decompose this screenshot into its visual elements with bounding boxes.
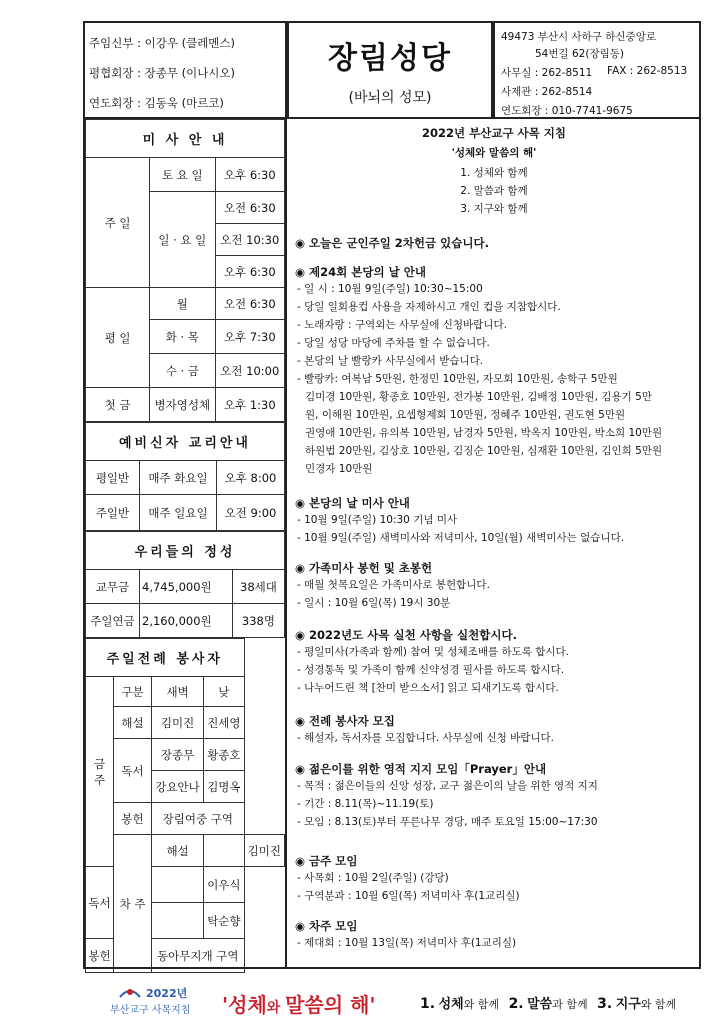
catechumen-sunday-time: 오전 9:00 — [216, 495, 284, 531]
nw-reader-day-1: 이우식 — [204, 867, 244, 903]
wed-fri-time: 오전 10:00 — [215, 354, 284, 388]
notice-parish-day-mass — [295, 495, 693, 547]
notice-military-sunday: ◉ 오늘은 군인주일 2차헌금 있습니다. — [295, 236, 489, 250]
donor-line-5: 민경자 10만원 — [305, 463, 373, 475]
nw-reader-dawn-1 — [152, 867, 204, 903]
prayer-meeting-title: ◉ 젊은이를 위한 영적 지지 모임「Prayer」안내 — [295, 762, 547, 776]
tithe-count: 38세대 — [232, 570, 284, 604]
tw-reader-day-2: 김명옥 — [204, 771, 244, 803]
footer-slogan: '성체와 말씀의 해' — [222, 993, 376, 1017]
pastoral-practice-line-2: - 성경통독 및 가족이 함께 신약성경 필사를 하도록 합시다. — [297, 664, 565, 676]
footer-item2-bold: 말씀 — [527, 997, 553, 1012]
address-line1: 49473 부산시 사하구 하신중앙로 — [501, 31, 656, 43]
catechumen-table — [85, 422, 285, 531]
footer-item1-rest: 와 함께 — [463, 998, 500, 1011]
fax-number: FAX : 262-8513 — [607, 65, 688, 77]
notice-parish-day — [295, 264, 693, 478]
notice-this-week-meetings — [295, 853, 693, 905]
footer-item3-num: 3. — [597, 996, 613, 1012]
notice-next-week-meetings — [295, 918, 693, 952]
legion-chair-text: 연도회장 : 김동욱 (마르코) — [89, 96, 224, 110]
parish-day-line-5: - 본당의 날 빨랑카 사무실에서 받습니다. — [297, 355, 484, 367]
sunday-offering-amount: 2,160,000원 — [140, 604, 233, 638]
monday-label: 월 — [150, 288, 216, 320]
next-week-meetings-title: ◉ 차주 모임 — [295, 919, 358, 933]
nw-reader-label: 독서 — [86, 867, 114, 939]
pastoral-guidelines — [295, 125, 693, 218]
tw-reader-day-1: 황종호 — [204, 739, 244, 771]
col-dawn: 새벽 — [152, 677, 204, 707]
mass-schedule-heading: 미 사 안 내 — [86, 120, 285, 158]
prayer-meeting-line-1: - 목적 : 젊은이들의 신앙 성장, 교구 젊은이의 날을 위한 영적 지지 — [297, 780, 598, 792]
notice-prayer-meeting — [295, 761, 693, 831]
diocese-logo-icon — [118, 985, 142, 1001]
tw-reader-dawn-1: 장종무 — [152, 739, 204, 771]
footer-items — [420, 993, 676, 1012]
catechumen-weekday-day: 매주 화요일 — [140, 461, 217, 495]
footer-item3-bold: 지구 — [615, 997, 641, 1012]
tw-reader-dawn-2: 강요안나 — [152, 771, 204, 803]
tue-thu-label: 화 · 목 — [150, 320, 216, 354]
parish-day-line-1: - 일 시 : 10월 9일(주일) 10:30~15:00 — [297, 283, 483, 295]
sunday-time-2: 오전 10:30 — [215, 224, 284, 256]
header-officers — [83, 21, 287, 119]
nw-commentary-day: 김미진 — [244, 835, 284, 867]
slogan-part-b: 와 — [266, 1000, 286, 1016]
pastoral-subtitle: '성체와 말씀의 해' — [451, 147, 537, 159]
slogan-part-c: 말씀 — [285, 993, 324, 1017]
pastor-text: 주임신부 : 이강우 (클레멘스) — [89, 36, 236, 50]
slogan-part-d: 의 해 — [323, 993, 370, 1017]
sunday-offering-count: 338명 — [232, 604, 284, 638]
parish-day-line-4: - 당일 성당 마당에 주차를 할 수 없습니다. — [297, 337, 490, 349]
donor-line-3: 권영애 10만원, 유의복 10만원, 남경자 5만원, 박옥지 10만원, 박소희 10만원 — [305, 427, 663, 439]
parish-name: 장림성당 — [328, 41, 452, 76]
sunday-time-3: 오후 6:30 — [215, 256, 284, 288]
tw-reader-label: 독서 — [114, 739, 152, 803]
minister-recruit-title: ◉ 전례 봉사자 모집 — [295, 714, 395, 728]
notice-minister-recruit — [295, 713, 693, 747]
address-line2: 54번길 62(장림동) — [535, 48, 624, 60]
first-friday-time: 오후 1:30 — [215, 388, 284, 422]
catechumen-weekday-label: 평일반 — [86, 461, 140, 495]
slogan-part-a: 성체 — [228, 993, 267, 1017]
legion-phone: 연도회장 : 010-7741-9675 — [501, 105, 633, 117]
col-day: 낮 — [204, 677, 244, 707]
pastoral-item-2: 2. 말씀과 함께 — [460, 185, 528, 197]
this-week-meetings-line-2: - 구역분과 : 10월 6일(목) 저녁미사 후(1교리실) — [297, 890, 520, 902]
catechumen-weekday-time: 오후 8:00 — [216, 461, 284, 495]
sunday-offering-label: 주일연금 — [86, 604, 140, 638]
footer-item3-rest: 와 함께 — [640, 998, 677, 1011]
nw-reader-dawn-2 — [152, 903, 204, 939]
family-mass-line-2: - 일시 : 10월 6일(목) 19시 30분 — [297, 597, 451, 609]
col-gubun: 구분 — [114, 677, 152, 707]
next-week-label: 차 주 — [114, 835, 152, 973]
nw-offering-label: 봉헌 — [86, 939, 114, 973]
notice-pastoral-practice — [295, 627, 693, 697]
nw-reader-day-2: 탁순향 — [204, 903, 244, 939]
family-mass-title: ◉ 가족미사 봉헌 및 초봉헌 — [295, 561, 433, 575]
header-contacts — [493, 21, 701, 119]
sunday-label: 주 일 — [86, 158, 150, 288]
tw-commentary-day: 진세영 — [204, 707, 244, 739]
ministers-table — [85, 638, 285, 973]
council-chair-text: 평협회장 : 장종무 (이나시오) — [89, 66, 236, 80]
nw-offering-value: 동아무지개 구역 — [152, 939, 245, 973]
pastoral-practice-line-3: - 나누어드린 책 [찬미 받으소서] 읽고 되새기도록 합시다. — [297, 682, 559, 694]
footer-item1-bold: 성체 — [438, 997, 464, 1012]
parish-day-line-2: - 당일 일회용컵 사용을 자제하시고 개인 컵을 지참합시다. — [297, 301, 561, 313]
tw-offering-value: 장림여중 구역 — [152, 803, 245, 835]
parish-subtitle: (바뇌의 성모) — [348, 90, 432, 106]
left-column — [83, 119, 287, 969]
tw-commentary-label: 해설 — [114, 707, 152, 739]
wed-fri-label: 수 · 금 — [150, 354, 216, 388]
tw-offering-label: 봉헌 — [114, 803, 152, 835]
prayer-meeting-line-3: - 모임 : 8.13(토)부터 푸른나무 경당, 매주 토요일 15:00~17:30 — [297, 816, 598, 828]
family-mass-line-1: - 매월 첫목요일은 가족미사로 봉헌합니다. — [297, 579, 490, 591]
parish-day-title: ◉ 제24회 본당의 날 안내 — [295, 265, 426, 279]
catechumen-sunday-label: 주일반 — [86, 495, 140, 531]
header-title-box — [287, 21, 493, 119]
prayer-meeting-line-2: - 기간 : 8.11(목)~11.19(토) — [297, 798, 434, 810]
tue-thu-time: 오후 7:30 — [215, 320, 284, 354]
donor-line-1: 김미경 10만원, 황종호 10만원, 전가봉 10만원, 김배정 10만원, 김용기 5만 — [305, 391, 652, 403]
donor-line-2: 원, 이해원 10만원, 요셉형제회 10만원, 정혜주 10만원, 권도현 5만원 — [305, 409, 626, 421]
nw-commentary-dawn — [204, 835, 244, 867]
ministers-heading: 주일전례 봉사자 — [86, 639, 245, 677]
monday-time: 오전 6:30 — [215, 288, 284, 320]
minister-recruit-line-1: - 해설자, 독서자를 모집합니다. 사무실에 신청 바랍니다. — [297, 732, 554, 744]
pastoral-title: 2022년 부산교구 사목 지침 — [422, 126, 566, 140]
footer-year: 2022년 — [146, 987, 188, 1000]
parish-day-mass-title: ◉ 본당의 날 미사 안내 — [295, 496, 410, 510]
saturday-time: 오후 6:30 — [215, 158, 284, 192]
footer-org: 부산교구 사목지침 — [110, 1005, 191, 1016]
first-friday-label: 첫 금 — [86, 388, 150, 422]
right-column — [287, 119, 701, 969]
parish-day-line-3: - 노래자랑 : 구역외는 사무실에 신청바랍니다. — [297, 319, 507, 331]
rectory-phone: 사제관 : 262-8514 — [501, 86, 593, 98]
footer-item2-rest: 과 함께 — [552, 998, 588, 1011]
donor-line-4: 하원법 20만원, 김상호 10만원, 김징순 10만원, 심재환 10만원, 김인희 5만원 — [305, 445, 663, 457]
nw-commentary-label: 해설 — [152, 835, 204, 867]
saturday-label: 토 요 일 — [150, 158, 216, 192]
this-week-meetings-line-1: - 사목회 : 10월 2일(주일) (강당) — [297, 872, 449, 884]
this-week-meetings-title: ◉ 금주 모임 — [295, 854, 358, 868]
tw-commentary-dawn: 김미진 — [152, 707, 204, 739]
catechumen-sunday-day: 매주 일요일 — [140, 495, 217, 531]
pastoral-practice-line-1: - 평일미사(가족과 함께) 참여 및 성체조배를 하도록 합시다. — [297, 646, 569, 658]
tithe-label: 교무금 — [86, 570, 140, 604]
next-week-meetings-line-1: - 제대회 : 10월 13일(목) 저녁미사 후(1교리실) — [297, 937, 517, 949]
pastoral-item-1: 1. 성체와 함께 — [460, 167, 528, 179]
parish-day-mass-line-2: - 10월 9일(주일) 새벽미사와 저녁미사, 10일(월) 새벽미사는 없습니다. — [297, 532, 625, 544]
footer-banner — [110, 985, 710, 1019]
mass-schedule-table — [85, 119, 285, 422]
offerings-heading: 우리들의 정성 — [86, 532, 285, 570]
pastoral-item-3: 3. 지구와 함께 — [460, 203, 528, 215]
sunday-time-1: 오전 6:30 — [215, 192, 284, 224]
pastoral-practice-title: ◉ 2022년도 사목 실천 사항을 실천합시다. — [295, 628, 517, 642]
first-friday-desc: 병자영성체 — [150, 388, 216, 422]
weekday-label: 평 일 — [86, 288, 150, 388]
footer-item2-num: 2. — [508, 996, 524, 1012]
this-week-label: 금 주 — [86, 677, 114, 867]
parish-day-line-6: - 빨랑카: 여복남 5만원, 한정민 10만원, 자모회 10만원, 송학구 5만원 — [297, 373, 618, 385]
offerings-table — [85, 531, 285, 638]
parish-day-mass-line-1: - 10월 9일(주일) 10:30 기념 미사 — [297, 514, 458, 526]
catechumen-heading: 예비신자 교리안내 — [86, 423, 285, 461]
tithe-amount: 4,745,000원 — [140, 570, 233, 604]
sunday-day-label: 일 · 요 일 — [150, 192, 216, 288]
office-phone: 사무실 : 262-8511 — [501, 67, 593, 79]
notice-family-mass — [295, 560, 693, 612]
footer-item1-num: 1. — [420, 996, 436, 1012]
